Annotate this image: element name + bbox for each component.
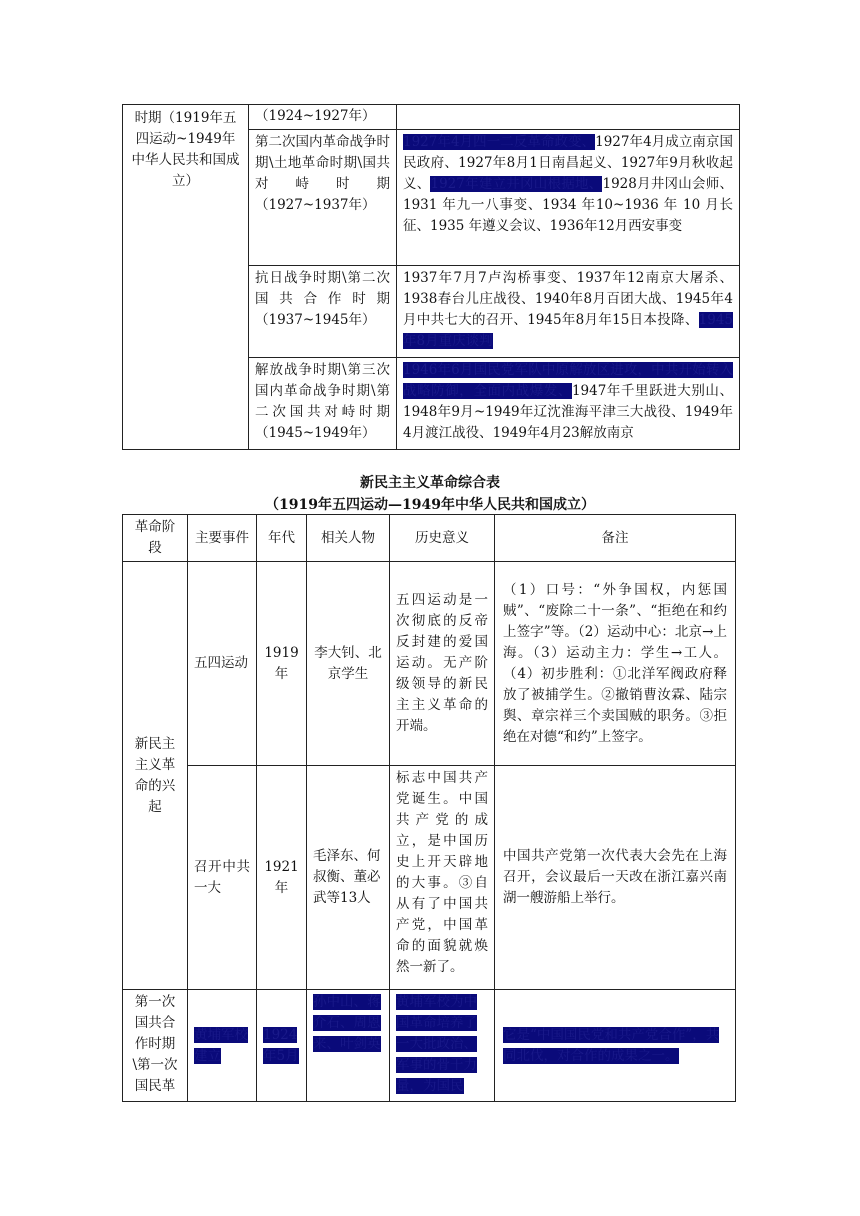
highlighted-text: 1946年6月国民党军队中原解放区进攻，中共开始转入战略防御，全面内战爆发、 [403, 362, 733, 399]
highlighted-text: 黄埔军校建立 [194, 1026, 248, 1064]
meaning-cell: 标志中国共产党诞生。中国共产党的成立，是中国历史上开天辟地的大事。③自从有了中国共产党，中国革命的面貌就焕然一新了。 [390, 766, 495, 990]
highlighted-text: 1927年建立井冈山根据地、 [430, 176, 603, 192]
stage-name: （1924~1927年） [249, 105, 397, 130]
header-people: 相关人物 [307, 515, 390, 562]
highlighted-text: 孙中山、蒋介石、周恩来、叶剑英 [313, 994, 381, 1052]
year-cell: 1921年 [257, 766, 307, 990]
highlighted-text: 1945年8月重庆谈判 [403, 312, 733, 349]
meaning-cell: 五四运动是一次彻底的反帝反封建的爱国运动。无产阶级领导的新民主主义革命的开端。 [390, 562, 495, 766]
highlighted-text: 黄埔军校为中国革命培养了一大批政治、军事的骨干力量，为国民 [396, 994, 477, 1094]
note-cell: 中国共产党第一次代表大会先在上海召开，会议最后一天改在浙江嘉兴南湖一艘游船上举行。 [495, 766, 736, 990]
stage-name: 抗日战争时期\第二次国共合作时期（1937~1945年） [249, 266, 397, 358]
meaning-cell [390, 990, 495, 1102]
header-meaning: 历史意义 [390, 515, 495, 562]
table-title: 新民主主义革命综合表 [360, 475, 500, 491]
header-event: 主要事件 [188, 515, 257, 562]
stage-events: 1937年7月7卢沟桥事变、1937年12南京大屠杀、1938春台儿庄战役、1940年8月百团大战、1945年4月中共七大的召开、1945年8月年15日本投降、1945年8月重庆谈判 [397, 266, 740, 358]
stage-name: 解放战争时期\第三次国内革命战争时期\第二次国共对峙时期（1945~1949年） [249, 358, 397, 450]
stage-events: 1946年6月国民党军队中原解放区进攻，中共开始转入战略防御，全面内战爆发、1947年千里跃进大别山、1948年9月~1949年辽沈淮海平津三大战役、1949年4月渡江战役、1949年4月23解放南京 [397, 358, 740, 450]
period-text: 时期（1919年五四运动~1949年中华人民共和国成立） [131, 110, 240, 189]
event-cell: 召开中共一大 [188, 766, 257, 990]
stage-cell: 新民主主义革命的兴起 [123, 562, 188, 990]
header-note: 备注 [495, 515, 736, 562]
stage-name: 第二次国内革命战争时期\土地革命时期\国共对峙时期（1927~1937年） [249, 130, 397, 266]
year-cell [257, 990, 307, 1102]
highlighted-text: 1927年4月四一二反革命政变、 [403, 134, 596, 150]
table-subtitle: （1919年五四运动—1949年中华人民共和国成立） [265, 497, 595, 513]
header-stage: 革命阶段 [123, 515, 188, 562]
stage-events [397, 105, 740, 130]
note-cell: （1）口号：“外争国权，内惩国贼”、“废除二十一条”、“拒绝在和约上签字”等。（2）运动中心：北京→上海。（3）运动主力：学生→工人。（4）初步胜利：①北洋军阀政府释放了被捕学生。②撤销曹汝霖、陆宗舆、章宗祥三个卖国贼的职务。③拒绝在对德“和约”上签字。 [495, 562, 736, 766]
stage-events: 1927年4月四一二反革命政变、1927年4月成立南京国民政府、1927年8月1日南昌起义、1927年9月秋收起义、1927年建立井冈山根据地、1928月井冈山会师、1931 年九一八事变、1934 年10~1936 年 10 月长征、1935 年遵义会议、1936年12月西安事变 [397, 130, 740, 266]
highlighted-text: 它是“中国国民党和共产党合作”，共同北伐，对合作的成果之一。 [503, 1026, 720, 1064]
header-year: 年代 [257, 515, 307, 562]
period-cell [123, 105, 249, 450]
people-cell: 李大钊、北京学生 [307, 562, 390, 766]
people-cell [307, 990, 390, 1102]
highlighted-text: 1924年5月 [263, 1026, 299, 1064]
year-cell: 1919年 [257, 562, 307, 766]
people-cell: 毛泽东、何叔衡、董必武等13人 [307, 766, 390, 990]
summary-table [122, 514, 736, 1102]
stage-cell: 第一次国共合作时期\第一次国民革 [123, 990, 188, 1102]
event-cell: 五四运动 [188, 562, 257, 766]
event-cell [188, 990, 257, 1102]
period-table [122, 104, 740, 450]
note-cell [495, 990, 736, 1102]
